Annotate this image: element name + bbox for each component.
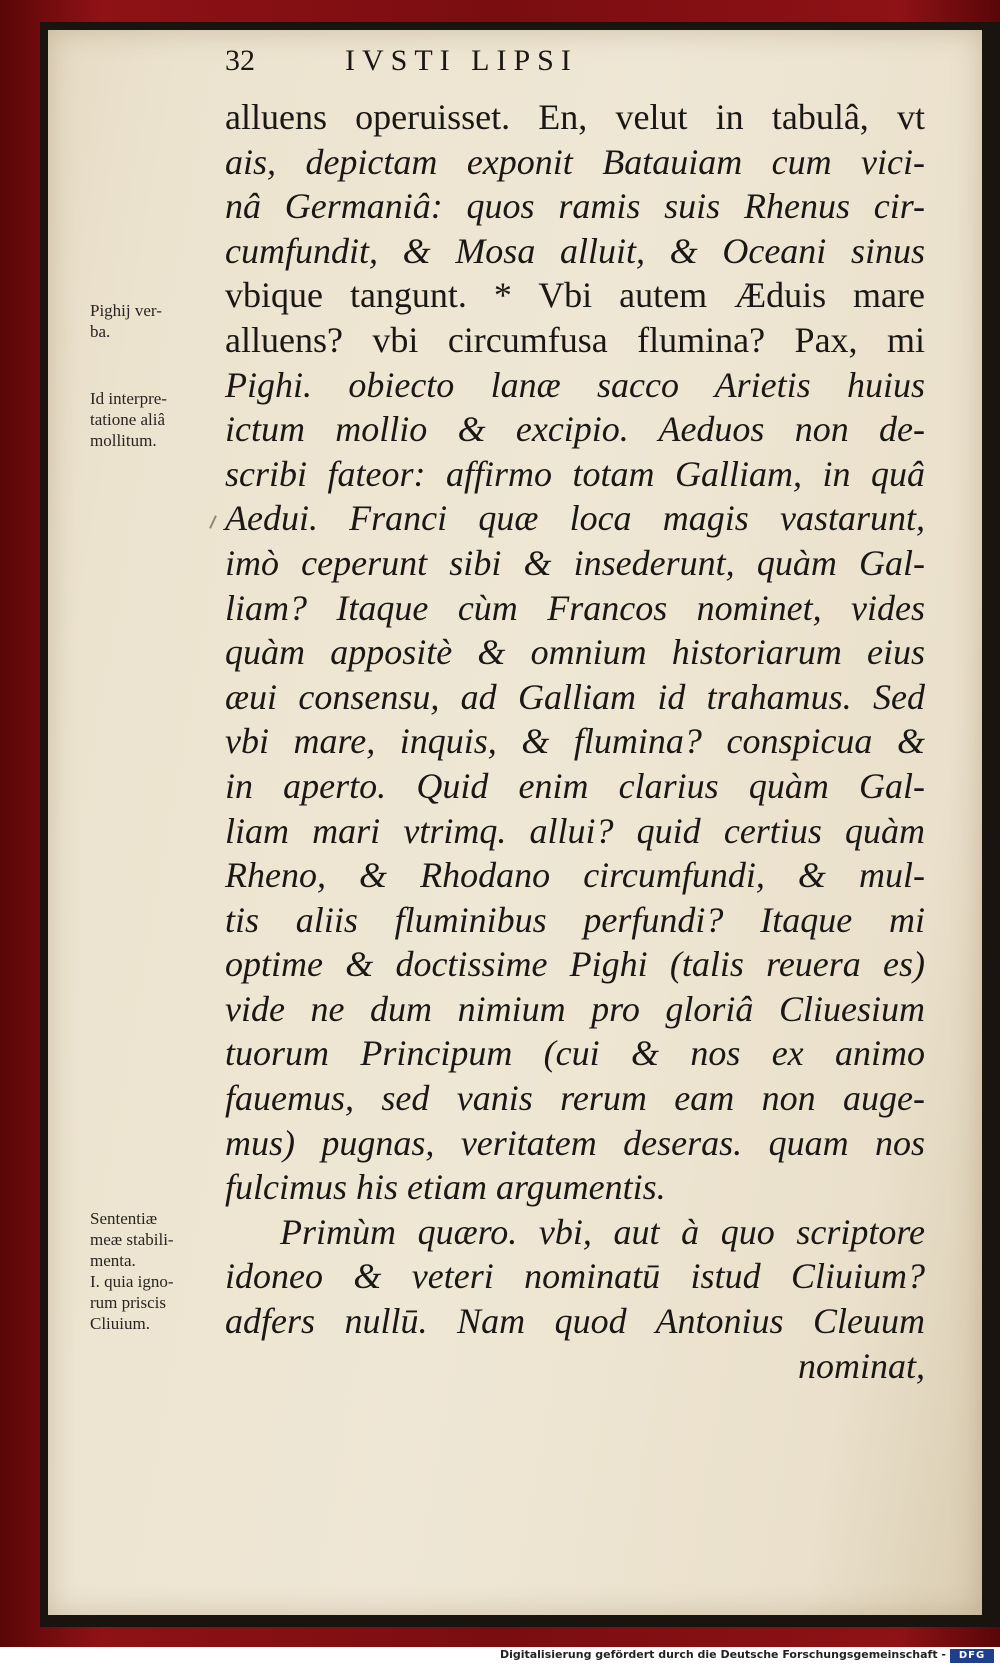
- margin-note-interpretatione: [90, 388, 230, 451]
- text-line-12: liam? Itaque cùm Francos nominet, vides: [225, 587, 925, 628]
- text-line-20: optime & doctissime Pighi (talis reuera es): [225, 944, 925, 985]
- margin-note-line: rum priscis: [90, 1293, 167, 1312]
- margin-note-line: Sententiæ: [90, 1209, 158, 1228]
- text-line-3: nâ Germaniâ: quos ramis suis Rhenus cir-: [225, 186, 925, 227]
- text-line-26: Primùm quæro. vbi, aut à quo scriptore: [280, 1211, 925, 1252]
- catchword: nominat,: [797, 1345, 925, 1386]
- margin-note-line: Pighij ver-: [90, 301, 162, 320]
- page-number: 32: [225, 44, 255, 77]
- text-line-21: vide ne dum nimium pro gloriâ Cliuesium: [225, 988, 925, 1029]
- text-line-11: imò ceperunt sibi & insederunt, quàm Gal-: [225, 542, 925, 583]
- text-line-8: ictum mollio & excipio. Aeduos non de-: [225, 409, 925, 450]
- margin-note-line: Id interpre-: [90, 389, 167, 408]
- text-line-24: mus) pugnas, veritatem deseras. quam nos: [225, 1122, 925, 1163]
- dfg-logo: DFG: [950, 1649, 994, 1663]
- margin-note-line: tatione aliâ: [90, 410, 166, 429]
- text-line-25: fulcimus his etiam argumentis.: [225, 1167, 666, 1208]
- text-line-1: alluens operuisset. En, velut in tabulâ, vt: [225, 97, 925, 137]
- margin-note-line: ba.: [90, 322, 111, 341]
- text-line-17: liam mari vtrimq. allui? quid certius quàm: [225, 810, 925, 851]
- margin-note-line: Cliuium.: [90, 1314, 150, 1333]
- text-line-18: Rheno, & Rhodano circumfundi, & mul-: [225, 855, 925, 896]
- body-text: [225, 95, 925, 1388]
- text-line-23: fauemus, sed vanis rerum eam non auge-: [225, 1078, 925, 1119]
- text-line-19: tis aliis fluminibus perfundi? Itaque mi: [225, 899, 925, 940]
- margin-note-sententiae: [90, 1208, 230, 1334]
- running-head: IVSTI LIPSI: [345, 44, 578, 77]
- text-line-28: adfers nullū. Nam quod Antonius Cleuum: [225, 1301, 925, 1342]
- text-line-22: tuorum Principum (cui & nos ex animo: [225, 1033, 925, 1074]
- text-line-2: ais, depictam exponit Batauiam cum vici-: [225, 141, 925, 182]
- margin-note-pighij: [90, 300, 230, 342]
- text-line-15: vbi mare, inquis, & flumina? conspicua &: [225, 721, 925, 762]
- margin-note-line: menta.: [90, 1251, 136, 1270]
- margin-note-line: meæ stabili-: [90, 1230, 174, 1249]
- text-line-16: in aperto. Quid enim clarius quàm Gal-: [225, 765, 925, 806]
- page-header: [225, 44, 745, 92]
- text-line-9: scribi fateor: affirmo totam Galliam, in quâ: [225, 453, 925, 494]
- text-line-5: vbique tangunt. * Vbi autem Æduis mare: [225, 275, 925, 316]
- footer-credit: Digitalisierung gefördert durch die Deutsche Forschungsgemeinschaft -: [499, 1648, 946, 1661]
- text-line-10: Aedui. Franci quæ loca magis vastarunt,: [225, 498, 925, 539]
- margin-note-line: I. quia igno-: [90, 1272, 174, 1291]
- text-line-27: idoneo & veteri nominatū istud Cliuium?: [225, 1256, 925, 1297]
- text-line-13: quàm appositè & omnium historiarum eius: [225, 632, 925, 673]
- text-line-6: alluens? vbi circumfusa flumina? Pax, mi: [225, 319, 925, 360]
- text-line-4: cumfundit, & Mosa alluit, & Oceani sinus: [225, 230, 925, 271]
- digitization-footer: [0, 1647, 1000, 1665]
- text-line-7: Pighi. obiecto lanæ sacco Arietis huius: [225, 364, 925, 405]
- text-line-14: æui consensu, ad Galliam id trahamus. Sed: [225, 676, 925, 717]
- margin-note-line: mollitum.: [90, 431, 157, 450]
